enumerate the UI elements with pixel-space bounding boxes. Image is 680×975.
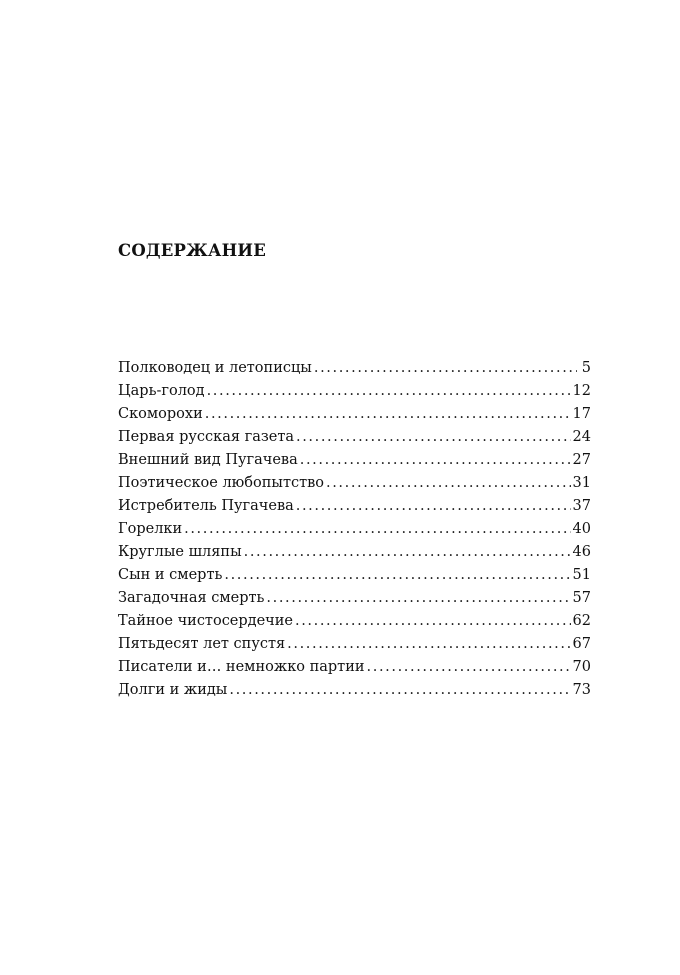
toc-entry: [118, 495, 591, 518]
dot-leader: [205, 403, 571, 426]
toc-entry-page: 27: [572, 452, 591, 468]
toc-entry-title: Полководец и летописцы: [118, 360, 312, 376]
toc-entry-page: 62: [572, 613, 591, 629]
toc-entry-title: Скоморохи: [118, 406, 203, 422]
toc-entry-page: 12: [572, 383, 591, 399]
toc-entry: [118, 679, 591, 702]
toc-entry-title: Поэтическое любопытство: [118, 475, 325, 491]
toc-entry-title: Круглые шляпы: [118, 544, 242, 560]
toc-entry: [118, 449, 591, 472]
toc-entry-title: Писатели и… немножко партии: [118, 659, 365, 675]
dot-leader: [326, 472, 571, 495]
dot-leader: [229, 679, 570, 702]
dot-leader: [295, 610, 571, 633]
toc-entry-page: 31: [572, 475, 591, 491]
dot-leader: [224, 564, 570, 587]
toc-entry-title: Загадочная смерть: [118, 590, 265, 606]
toc-entry: [118, 541, 591, 564]
dot-leader: [266, 587, 570, 610]
toc-entry: [118, 633, 591, 656]
toc-entry: [118, 357, 591, 380]
table-of-contents: [118, 357, 591, 702]
toc-entry-title: Первая русская газета: [118, 429, 294, 445]
toc-entry-page: 5: [581, 360, 591, 376]
toc-entry-page: 67: [572, 636, 591, 652]
dot-leader: [296, 495, 571, 518]
page-title: СОДЕРЖАНИЕ: [118, 241, 267, 260]
toc-entry-page: 46: [572, 544, 591, 560]
toc-entry: [118, 587, 591, 610]
toc-entry-page: 70: [572, 659, 591, 675]
dot-leader: [296, 426, 571, 449]
toc-entry-title: Царь-голод: [118, 383, 205, 399]
toc-entry-title: Пятьдесят лет спустя: [118, 636, 286, 652]
toc-entry: [118, 518, 591, 541]
toc-entry: [118, 656, 591, 679]
toc-entry: [118, 380, 591, 403]
toc-entry-title: Горелки: [118, 521, 183, 537]
toc-entry: [118, 564, 591, 587]
toc-entry-title: Истребитель Пугачева: [118, 498, 294, 514]
toc-entry-page: 37: [572, 498, 591, 514]
dot-leader: [314, 357, 577, 380]
toc-entry-title: Тайное чистосердечие: [118, 613, 294, 629]
toc-entry: [118, 403, 591, 426]
toc-entry-title: Долги и жиды: [118, 682, 228, 698]
toc-entry-title: Сын и смерть: [118, 567, 223, 583]
toc-entry-page: 17: [572, 406, 591, 422]
toc-entry-page: 40: [572, 521, 591, 537]
toc-entry-page: 57: [572, 590, 591, 606]
dot-leader: [207, 380, 571, 403]
toc-entry: [118, 472, 591, 495]
toc-entry-title: Внешний вид Пугачева: [118, 452, 298, 468]
toc-entry: [118, 426, 591, 449]
toc-entry-page: 24: [572, 429, 591, 445]
toc-entry-page: 73: [572, 682, 591, 698]
toc-entry: [118, 610, 591, 633]
dot-leader: [244, 541, 571, 564]
dot-leader: [184, 518, 570, 541]
dot-leader: [300, 449, 571, 472]
dot-leader: [287, 633, 570, 656]
toc-entry-page: 51: [572, 567, 591, 583]
dot-leader: [367, 656, 571, 679]
